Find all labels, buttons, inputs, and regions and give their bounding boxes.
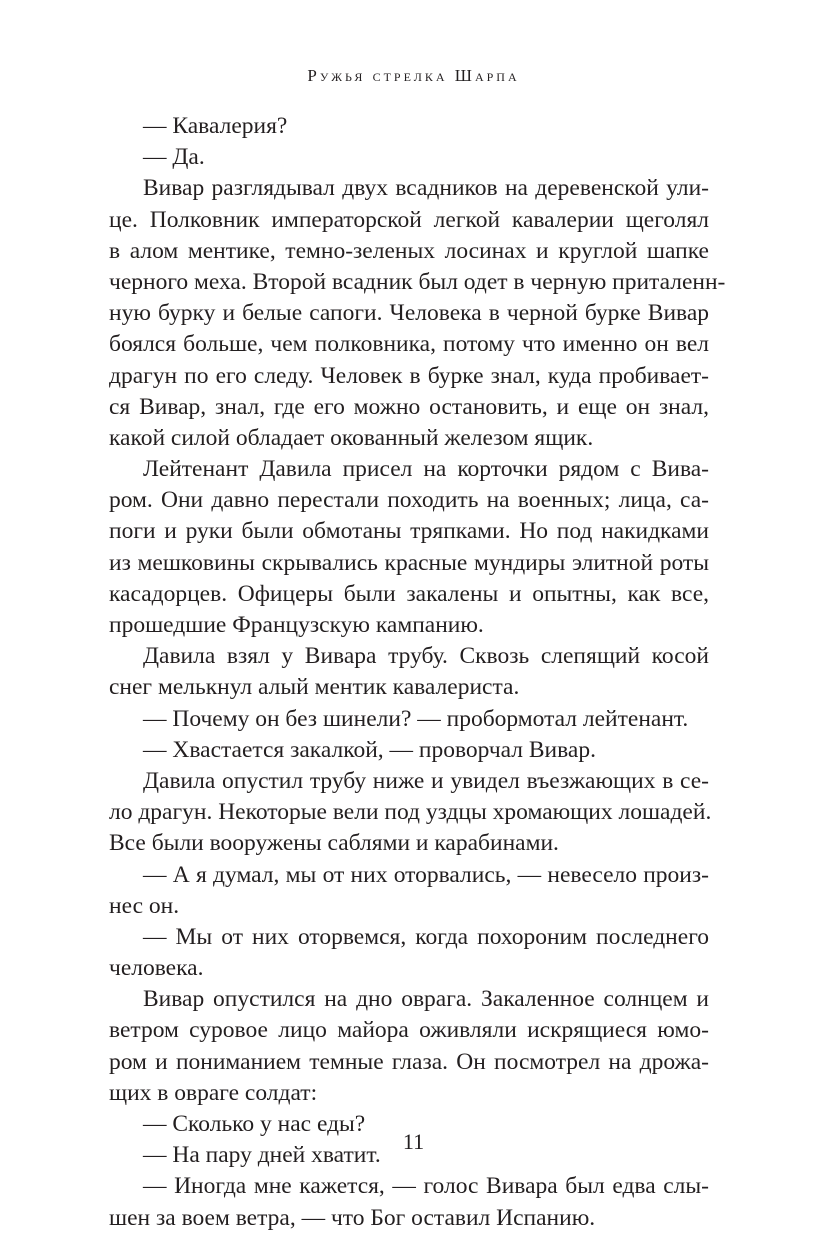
text-line: — Почему он без шинели? — пробормотал лейтенант. <box>143 705 689 732</box>
text-line: — Сколько у нас еды? <box>143 1111 366 1137</box>
text-line: боялся больше, чем полковника, потому что именно он вел <box>109 331 709 358</box>
text-line: — А я думал, мы от них оторвались, — невесело произ- <box>143 861 709 888</box>
text-line: — Хвастается закалкой, — проворчал Вивар. <box>143 736 596 763</box>
text-line: — Мы от них оторвемся, когда похороним последнего <box>143 923 709 950</box>
text-line: какой силой обладает окованный железом ящик. <box>109 424 594 451</box>
text-line: прошедшие Французскую кампанию. <box>109 612 484 638</box>
running-title: Ружья стрелка Шарпа <box>307 66 520 85</box>
text-line: Давила опустил трубу ниже и увидел въезжающих в се- <box>143 767 709 794</box>
text-line: щих в овраге солдат: <box>109 1079 318 1106</box>
text-line: Лейтенант Давила присел на корточки рядом с Вива- <box>143 456 709 483</box>
text-line: шен за воем ветра, — что Бог оставил Испанию. <box>109 1204 596 1231</box>
text-line: касадорцев. Офицеры были закалены и опытны, как все, <box>109 580 709 607</box>
text-line: ся Вивар, знал, где его можно остановить, и еще он знал, <box>109 393 709 420</box>
text-line: черного меха. Второй всадник был одет в черную приталенн- <box>109 268 726 295</box>
body-text <box>109 111 726 1234</box>
text-line: нес он. <box>109 892 180 919</box>
text-line: ло драгун. Некоторые вели под уздцы хромающих лошадей. <box>109 799 712 826</box>
text-line: — Иногда мне кажется, — голос Вивара был едва слы- <box>143 1173 709 1200</box>
page-number: 11 <box>402 1129 425 1154</box>
text-line: ром и пониманием темные глаза. Он посмотрел на дрожа- <box>109 1048 709 1075</box>
text-line: Вивар опустился на дно оврага. Закаленное солнцем и <box>143 986 709 1013</box>
text-line: це. Полковник императорской легкой кавалерии щеголял <box>109 206 709 233</box>
text-line: снег мелькнул алый ментик кавалериста. <box>109 674 520 701</box>
text-line: — Да. <box>143 144 205 171</box>
text-line: ветром суровое лицо майора оживляли искрящиеся юмо- <box>109 1017 709 1044</box>
text-line: из мешковины скрывались красные мундиры элитной роты <box>109 549 709 576</box>
text-line: ную бурку и белые сапоги. Человека в черной бурке Вивар <box>109 300 709 327</box>
text-line: Все были вооружены саблями и карабинами. <box>109 830 559 857</box>
text-line: ром. Они давно перестали походить на военных; лица, са- <box>109 487 709 514</box>
text-line: — Кавалерия? <box>143 113 288 139</box>
text-line: Давила взял у Вивара трубу. Сквозь слепящий косой <box>143 643 709 670</box>
text-line: — На пару дней хватит. <box>143 1142 381 1169</box>
text-line: драгун по его следу. Человек в бурке знал, куда пробивает- <box>109 362 709 389</box>
text-line: человека. <box>109 955 204 982</box>
text-line: поги и руки были обмотаны тряпками. Но под накидками <box>109 518 709 545</box>
text-line: Вивар разглядывал двух всадников на деревенской ули- <box>143 175 709 202</box>
text-line: в алом ментике, темно-зеленых лосинах и круглой шапке <box>109 237 709 264</box>
